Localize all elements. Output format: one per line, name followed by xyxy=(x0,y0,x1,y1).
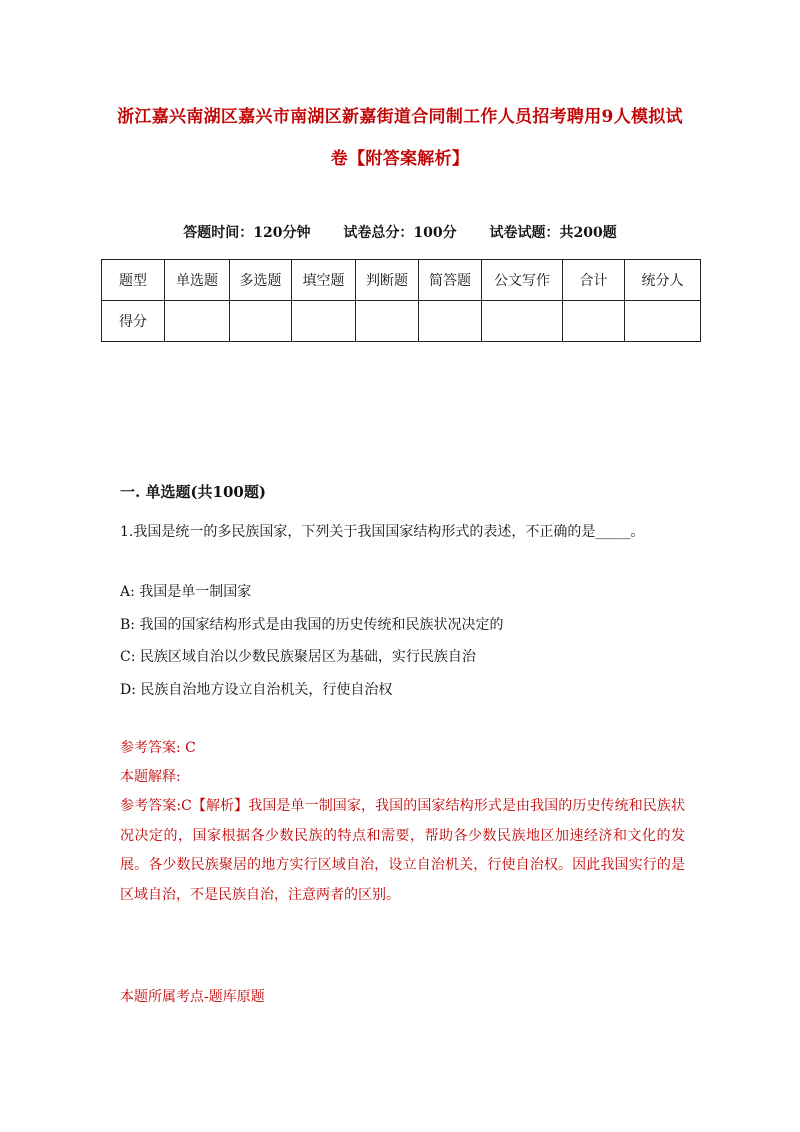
question-stem: 1.我国是统一的多民族国家，下列关于我国国家结构形式的表述，不正确的是_____。 xyxy=(120,524,645,540)
table-header-cell: 公文写作 xyxy=(482,260,563,301)
explanation-label: 本题解释: xyxy=(120,769,181,785)
score-cell xyxy=(419,301,482,342)
table-header-cell: 简答题 xyxy=(419,260,482,301)
table-header-cell: 判断题 xyxy=(356,260,419,301)
score-cell xyxy=(165,301,230,342)
option-a: A: 我国是单一制国家 xyxy=(120,584,252,600)
exam-total-score: 试卷总分：100分 xyxy=(343,225,457,241)
table-header-cell: 多选题 xyxy=(230,260,292,301)
option-b: B: 我国的国家结构形式是由我国的历史传统和民族状况决定的 xyxy=(120,616,504,633)
question-source: 本题所属考点-题库原题 xyxy=(120,989,265,1005)
table-header-cell: 题型 xyxy=(102,260,165,301)
section-heading: 一. 单选题(共100题) xyxy=(120,483,266,501)
answer-block xyxy=(120,734,685,910)
score-cell xyxy=(482,301,563,342)
table-row-label: 得分 xyxy=(102,301,165,342)
score-table-header-row xyxy=(102,260,701,301)
score-table-score-row xyxy=(102,301,701,342)
exam-question-count: 试卷试题：共200题 xyxy=(489,225,617,241)
option-c: C: 民族区域自治以少数民族聚居区为基础，实行民族自治 xyxy=(120,649,476,665)
exam-time: 答题时间：120分钟 xyxy=(183,225,311,241)
table-header-cell: 统分人 xyxy=(625,260,701,301)
document-title: 浙江嘉兴南湖区嘉兴市南湖区新嘉街道合同制工作人员招考聘用9人模拟试卷【附答案解析】 xyxy=(117,107,683,169)
exam-meta xyxy=(0,222,800,242)
score-cell xyxy=(356,301,419,342)
table-header-cell: 填空题 xyxy=(292,260,356,301)
explanation-text: 参考答案:C【解析】我国是单一制国家，我国的国家结构形式是由我国的历史传统和民族状况决定的，国家根据各少数民族的特点和需要，帮助各少数民族地区加速经济和文化的发展。各少数民族聚居的地方实行区域自治，设立自治机关，行使自治权。因此我国实行的是区域自治，不是民族自治，注意两者的区别。 xyxy=(120,798,685,903)
table-header-cell: 单选题 xyxy=(165,260,230,301)
score-cell xyxy=(230,301,292,342)
score-cell xyxy=(625,301,701,342)
reference-answer: 参考答案: C xyxy=(120,740,196,756)
table-header-cell: 合计 xyxy=(563,260,625,301)
score-cell xyxy=(292,301,356,342)
option-list xyxy=(120,576,503,706)
score-cell xyxy=(563,301,625,342)
option-d: D: 民族自治地方设立自治机关，行使自治权 xyxy=(120,681,393,698)
score-table xyxy=(101,259,701,342)
